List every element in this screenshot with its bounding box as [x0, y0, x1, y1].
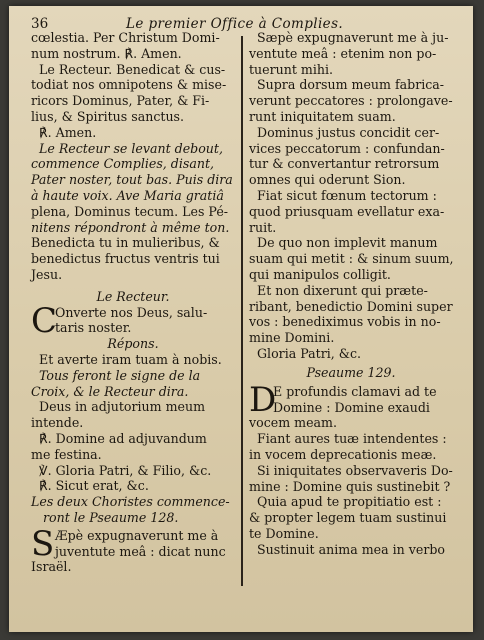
- rubric-line: commence Complies, disant,: [31, 156, 215, 172]
- rubric-line: Croix, & le Recteur dira.: [31, 383, 189, 399]
- response-amen: ℟. Amen.: [39, 124, 97, 140]
- rubric-line: à haute voix. Ave Maria gratiâ: [31, 187, 224, 203]
- right-column: [249, 30, 453, 558]
- de-profundis-paragraph: [249, 379, 453, 420]
- text-line: ℣. Gloria Patri, & Filio, &c.: [39, 462, 212, 478]
- text-line: Æpè expugnaverunt me à: [55, 527, 219, 543]
- column-divider: [241, 36, 243, 586]
- text-line: Et non dixerunt qui præte-: [257, 282, 428, 298]
- text-line: Onverte nos Deus, salu-: [55, 304, 208, 320]
- text-line: tur & convertantur retrorsum: [249, 156, 440, 172]
- converte-paragraph: [31, 300, 235, 341]
- text-line: omnes qui oderunt Sion.: [249, 172, 406, 188]
- text-line: ruit.: [249, 219, 277, 235]
- text-line: te Domine.: [249, 525, 319, 541]
- running-title: Le premier Office à Complies.: [126, 16, 344, 32]
- text-line: Domine : Domine exaudi: [273, 399, 430, 415]
- text-line: vices peccatorum : confundan-: [249, 140, 445, 156]
- text-line: num nostrum. ℟. Amen.: [31, 45, 182, 61]
- text-line: Et averte iram tuam à nobis.: [39, 351, 222, 367]
- rubric-line: Les deux Choristes commence-: [31, 494, 230, 510]
- heading-repons: Répons.: [107, 336, 159, 352]
- text-line: suam qui metit : & sinum suum,: [249, 251, 454, 267]
- rubric-line: nitens répondront à même ton.: [31, 219, 230, 235]
- text-line: ribant, benedictio Domini super: [249, 298, 453, 314]
- drop-cap-d: D: [249, 379, 277, 420]
- text-line: Si iniquitates observaveris Do-: [257, 462, 453, 478]
- text-line: mine : Domine quis sustinebit ?: [249, 478, 451, 494]
- text-line: intende.: [31, 415, 84, 431]
- left-column: [31, 30, 235, 575]
- text-line: tuerunt mihi.: [249, 61, 334, 77]
- text-line: Sæpè expugnaverunt me à ju-: [257, 30, 449, 45]
- text-line: Fiat sicut fœnum tectorum :: [257, 187, 437, 203]
- text-line: Israël.: [31, 559, 72, 575]
- heading-recteur: Le Recteur.: [96, 288, 170, 304]
- text-line: me festina.: [31, 446, 102, 462]
- text-line: verunt peccatores : prolongave-: [249, 93, 453, 109]
- book-page: [9, 6, 473, 632]
- text-line: Sustinuit anima mea in verbo: [257, 541, 445, 557]
- text-line: todiat nos omnipotens & mise-: [31, 77, 227, 93]
- rubric-line: Le Recteur se levant debout,: [39, 140, 223, 156]
- text-line: vocem meam.: [249, 415, 337, 431]
- text-line: Fiant aures tuæ intendentes :: [257, 431, 447, 447]
- text-line: De quo non implevit manum: [257, 235, 438, 251]
- text-line: in vocem deprecationis meæ.: [249, 446, 437, 462]
- text-line: runt iniquitatem suam.: [249, 108, 396, 124]
- text-line: Dominus justus concidit cer-: [257, 124, 440, 140]
- page-number: 36: [31, 16, 49, 32]
- text-line: plena, Dominus tecum. Les Pé-: [31, 203, 229, 219]
- text-line: ℟. Sicut erat, &c.: [39, 478, 149, 494]
- rubric-line: ront le Pseaume 128.: [43, 509, 179, 525]
- drop-cap-c: C: [31, 300, 58, 341]
- text-line: qui manipulos colligit.: [249, 266, 391, 282]
- text-line: taris noster.: [55, 320, 132, 336]
- text-line: Le Recteur. Benedicat & cus-: [39, 61, 226, 77]
- text-line: benedictus fructus ventris tui: [31, 251, 220, 267]
- text-line: mine Domini.: [249, 330, 335, 346]
- drop-cap-s: S: [31, 523, 55, 564]
- text-line: Jesu.: [31, 266, 63, 282]
- text-line: quod priusquam evellatur exa-: [249, 203, 445, 219]
- text-line: ricors Dominus, Pater, & Fi-: [31, 93, 210, 109]
- text-line: Benedicta tu in mulieribus, &: [31, 235, 220, 251]
- text-line: Quia apud te propitiatio est :: [257, 494, 442, 510]
- text-line: Supra dorsum meum fabrica-: [257, 77, 445, 93]
- text-line: Deus in adjutorium meum: [39, 399, 206, 415]
- text-line: vos : benediximus vobis in no-: [249, 314, 441, 330]
- text-line: ℟. Domine ad adjuvandum: [39, 430, 207, 446]
- text-line: lius, & Spiritus sanctus.: [31, 108, 185, 124]
- rubric-line: Pater noster, tout bas. Puis dira: [31, 172, 233, 188]
- rubric-line: Tous feront le signe de la: [39, 367, 201, 383]
- text-line: cœlestia. Per Christum Domi-: [31, 30, 220, 45]
- saepe-paragraph: [31, 523, 235, 564]
- text-line: juventute meâ : dicat nunc: [55, 543, 226, 559]
- text-line: ventute meâ : etenim non po-: [249, 45, 437, 61]
- psalm-heading: Pseaume 129.: [306, 364, 396, 380]
- text-line: Gloria Patri, &c.: [257, 345, 362, 361]
- text-line: E profundis clamavi ad te: [273, 383, 437, 399]
- text-line: & propter legem tuam sustinui: [249, 510, 447, 526]
